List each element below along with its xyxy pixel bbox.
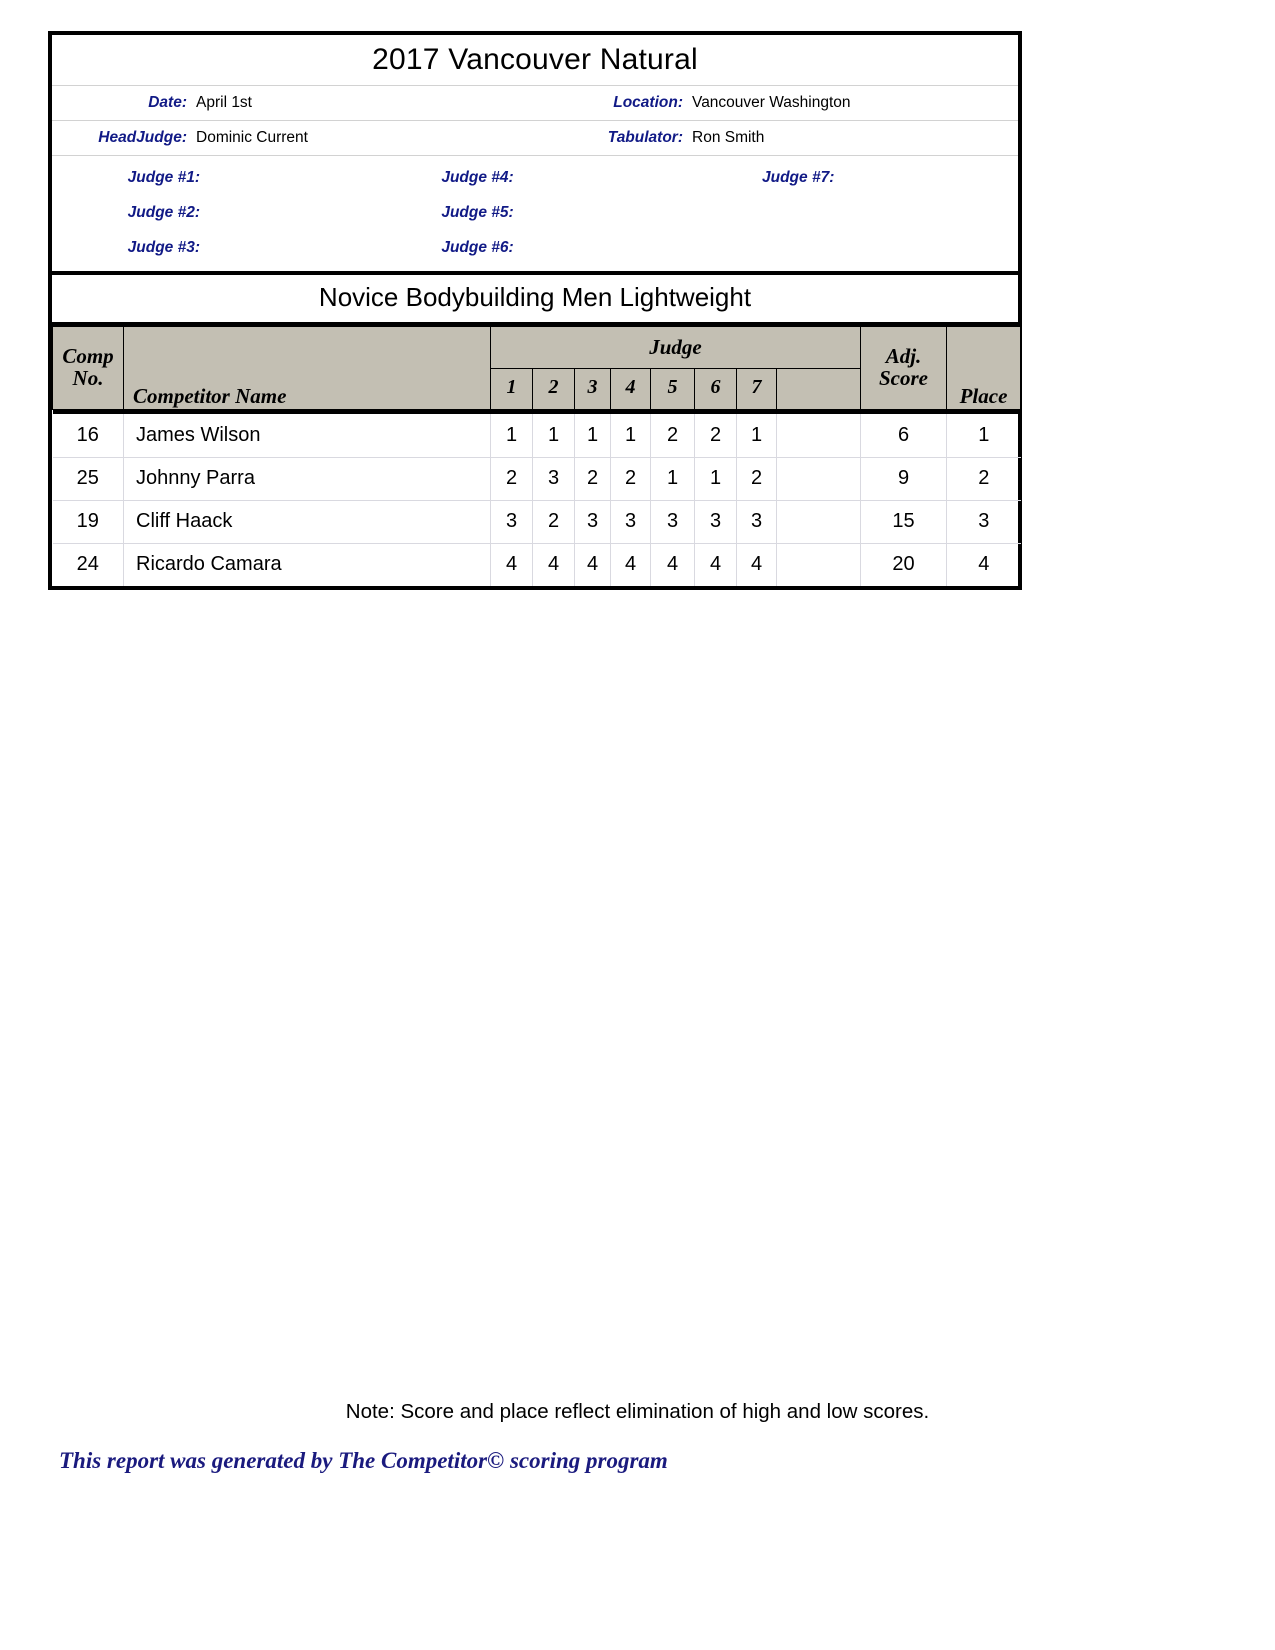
cell-judge-4: 3 bbox=[611, 500, 651, 543]
judge-slot-6 bbox=[369, 239, 690, 257]
col-header-judge-7: 7 bbox=[737, 368, 777, 410]
cell-judge-4: 1 bbox=[611, 414, 651, 457]
cell-judge-5: 4 bbox=[651, 543, 695, 586]
cell-judge-6: 2 bbox=[695, 414, 737, 457]
report-container bbox=[48, 31, 1022, 590]
judge-slot-2 bbox=[52, 204, 369, 222]
headjudge-value: Dominic Current bbox=[196, 129, 308, 146]
cell-judge-7: 2 bbox=[737, 457, 777, 500]
cell-judge-extra bbox=[777, 500, 861, 543]
date-value: April 1st bbox=[196, 94, 252, 111]
info-row-headjudge-tabulator bbox=[52, 121, 1018, 156]
cell-judge-2: 4 bbox=[533, 543, 575, 586]
cell-judge-5: 3 bbox=[651, 500, 695, 543]
cell-judge-2: 2 bbox=[533, 500, 575, 543]
scoring-table-head bbox=[53, 327, 1021, 415]
info-field-headjudge bbox=[52, 129, 535, 147]
cell-judge-2: 1 bbox=[533, 414, 575, 457]
cell-adj-score: 9 bbox=[861, 457, 947, 500]
col-header-place: Place bbox=[947, 327, 1021, 410]
cell-adj-score: 20 bbox=[861, 543, 947, 586]
cell-judge-6: 4 bbox=[695, 543, 737, 586]
cell-comp-no: 16 bbox=[53, 414, 124, 457]
event-title: 2017 Vancouver Natural bbox=[52, 35, 1018, 86]
header-row-group bbox=[53, 327, 1021, 369]
cell-adj-score: 15 bbox=[861, 500, 947, 543]
cell-judge-3: 4 bbox=[575, 543, 611, 586]
report-credit: This report was generated by The Competitor© scoring program bbox=[59, 1448, 668, 1473]
info-field-date bbox=[52, 94, 535, 112]
col-header-judge-group: Judge bbox=[491, 327, 861, 369]
elimination-note: Note: Score and place reflect elimination of high and low scores. bbox=[345, 1400, 930, 1423]
comp-no-line-1: Comp bbox=[62, 344, 114, 369]
judge-row-3 bbox=[52, 230, 1018, 265]
table-row bbox=[53, 414, 1021, 457]
col-header-comp-no bbox=[53, 327, 124, 410]
cell-judge-extra bbox=[777, 414, 861, 457]
judge-row-2 bbox=[52, 195, 1018, 230]
col-header-judge-2: 2 bbox=[533, 368, 575, 410]
table-row bbox=[53, 500, 1021, 543]
cell-competitor-name: James Wilson bbox=[124, 414, 491, 457]
info-field-tabulator bbox=[535, 129, 1018, 147]
location-label: Location: bbox=[613, 94, 683, 111]
cell-competitor-name: Johnny Parra bbox=[124, 457, 491, 500]
cell-judge-extra bbox=[777, 457, 861, 500]
category-title: Novice Bodybuilding Men Lightweight bbox=[52, 275, 1018, 326]
judge-2-label: Judge #2: bbox=[127, 203, 200, 221]
col-header-judge-3: 3 bbox=[575, 368, 611, 410]
col-header-judge-6: 6 bbox=[695, 368, 737, 410]
judge-3-label: Judge #3: bbox=[127, 238, 200, 256]
judge-6-label: Judge #6: bbox=[441, 238, 514, 256]
judge-slot-7 bbox=[689, 169, 1018, 187]
scoring-table bbox=[52, 326, 1021, 586]
judge-5-label: Judge #5: bbox=[441, 203, 514, 221]
scoring-table-body bbox=[53, 414, 1021, 586]
col-header-competitor-name: Competitor Name bbox=[124, 327, 491, 410]
judge-4-label: Judge #4: bbox=[441, 168, 514, 186]
cell-judge-1: 3 bbox=[491, 500, 533, 543]
cell-judge-6: 1 bbox=[695, 457, 737, 500]
cell-judge-3: 2 bbox=[575, 457, 611, 500]
judge-slot-1 bbox=[52, 169, 369, 187]
location-value: Vancouver Washington bbox=[692, 94, 851, 111]
cell-judge-4: 2 bbox=[611, 457, 651, 500]
cell-adj-score: 6 bbox=[861, 414, 947, 457]
cell-judge-3: 1 bbox=[575, 414, 611, 457]
cell-judge-7: 1 bbox=[737, 414, 777, 457]
cell-place: 4 bbox=[947, 543, 1021, 586]
judge-slot-4 bbox=[369, 169, 690, 187]
cell-judge-7: 4 bbox=[737, 543, 777, 586]
judge-slot-3 bbox=[52, 239, 369, 257]
info-row-date-location bbox=[52, 86, 1018, 121]
adj-score-line-2: Score bbox=[879, 365, 928, 390]
cell-comp-no: 19 bbox=[53, 500, 124, 543]
table-row bbox=[53, 543, 1021, 586]
judge-1-label: Judge #1: bbox=[127, 168, 200, 186]
cell-judge-extra bbox=[777, 543, 861, 586]
tabulator-label: Tabulator: bbox=[607, 129, 683, 146]
cell-judge-5: 1 bbox=[651, 457, 695, 500]
col-header-judge-5: 5 bbox=[651, 368, 695, 410]
judge-7-label: Judge #7: bbox=[762, 168, 835, 186]
cell-judge-1: 4 bbox=[491, 543, 533, 586]
cell-judge-1: 2 bbox=[491, 457, 533, 500]
cell-place: 2 bbox=[947, 457, 1021, 500]
cell-judge-1: 1 bbox=[491, 414, 533, 457]
cell-place: 3 bbox=[947, 500, 1021, 543]
date-label: Date: bbox=[148, 94, 187, 111]
col-header-judge-4: 4 bbox=[611, 368, 651, 410]
cell-competitor-name: Ricardo Camara bbox=[124, 543, 491, 586]
col-header-adj-score bbox=[861, 327, 947, 410]
cell-comp-no: 24 bbox=[53, 543, 124, 586]
cell-judge-7: 3 bbox=[737, 500, 777, 543]
cell-judge-5: 2 bbox=[651, 414, 695, 457]
judge-row-1 bbox=[52, 160, 1018, 195]
judge-roster bbox=[52, 156, 1018, 275]
judge-slot-5 bbox=[369, 204, 690, 222]
col-header-judge-extra bbox=[777, 368, 861, 410]
adj-score-line-1: Adj. bbox=[885, 344, 922, 369]
cell-judge-6: 3 bbox=[695, 500, 737, 543]
comp-no-line-2: No. bbox=[72, 365, 104, 390]
info-field-location bbox=[535, 94, 1018, 112]
cell-judge-3: 3 bbox=[575, 500, 611, 543]
cell-judge-4: 4 bbox=[611, 543, 651, 586]
headjudge-label: HeadJudge: bbox=[98, 129, 187, 146]
cell-place: 1 bbox=[947, 414, 1021, 457]
cell-judge-2: 3 bbox=[533, 457, 575, 500]
cell-comp-no: 25 bbox=[53, 457, 124, 500]
table-row bbox=[53, 457, 1021, 500]
cell-competitor-name: Cliff Haack bbox=[124, 500, 491, 543]
tabulator-value: Ron Smith bbox=[692, 129, 765, 146]
col-header-judge-1: 1 bbox=[491, 368, 533, 410]
